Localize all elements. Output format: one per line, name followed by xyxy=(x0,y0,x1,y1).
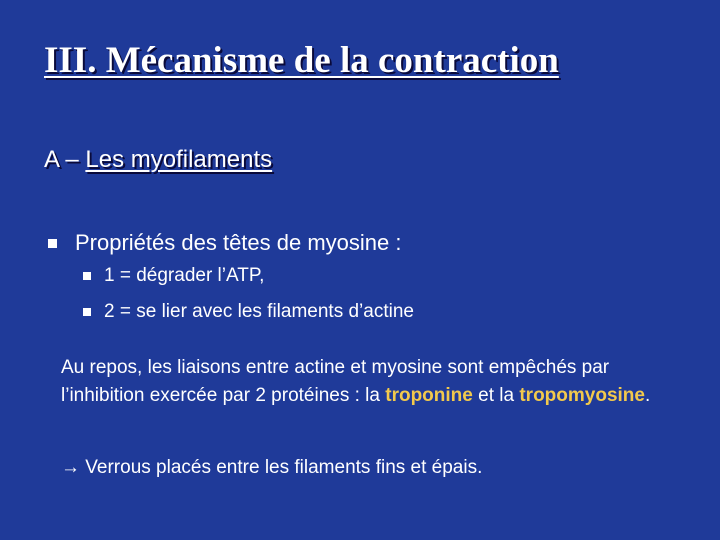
sub-bullet-1 xyxy=(80,262,680,290)
main-bullet xyxy=(44,226,684,260)
subtitle-prefix: A – xyxy=(44,146,86,173)
paragraph-text-3: . xyxy=(644,385,651,406)
square-bullet-icon xyxy=(83,308,91,316)
paragraph-text-2: et la xyxy=(472,385,520,406)
paragraph-text-1: Au repos, les liaisons entre actine et myosine sont empêchés par l’inhibition exercée par 2 protéines : la xyxy=(61,357,610,406)
main-bullet-text: Propriétés des têtes de myosine : xyxy=(75,230,402,255)
sub-bullet-2 xyxy=(80,298,680,326)
slide-title: III. Mécanisme de la contraction xyxy=(44,40,559,81)
highlight-tropomyosine: tropomyosine xyxy=(519,385,645,406)
sub-bullet-text: 1 = dégrader l’ATP, xyxy=(104,265,265,286)
sub-bullet-text: 2 = se lier avec les filaments d’actine xyxy=(104,301,414,322)
section-subtitle xyxy=(44,144,272,176)
square-bullet-icon xyxy=(83,272,91,280)
explanation-paragraph xyxy=(61,354,681,410)
highlight-troponine: troponine xyxy=(385,385,473,406)
subtitle-underlined: Les myofilaments xyxy=(85,146,273,173)
conclusion-line: → Verrous placés entre les filaments fins et épais. xyxy=(61,457,483,478)
square-bullet-icon xyxy=(48,239,57,248)
